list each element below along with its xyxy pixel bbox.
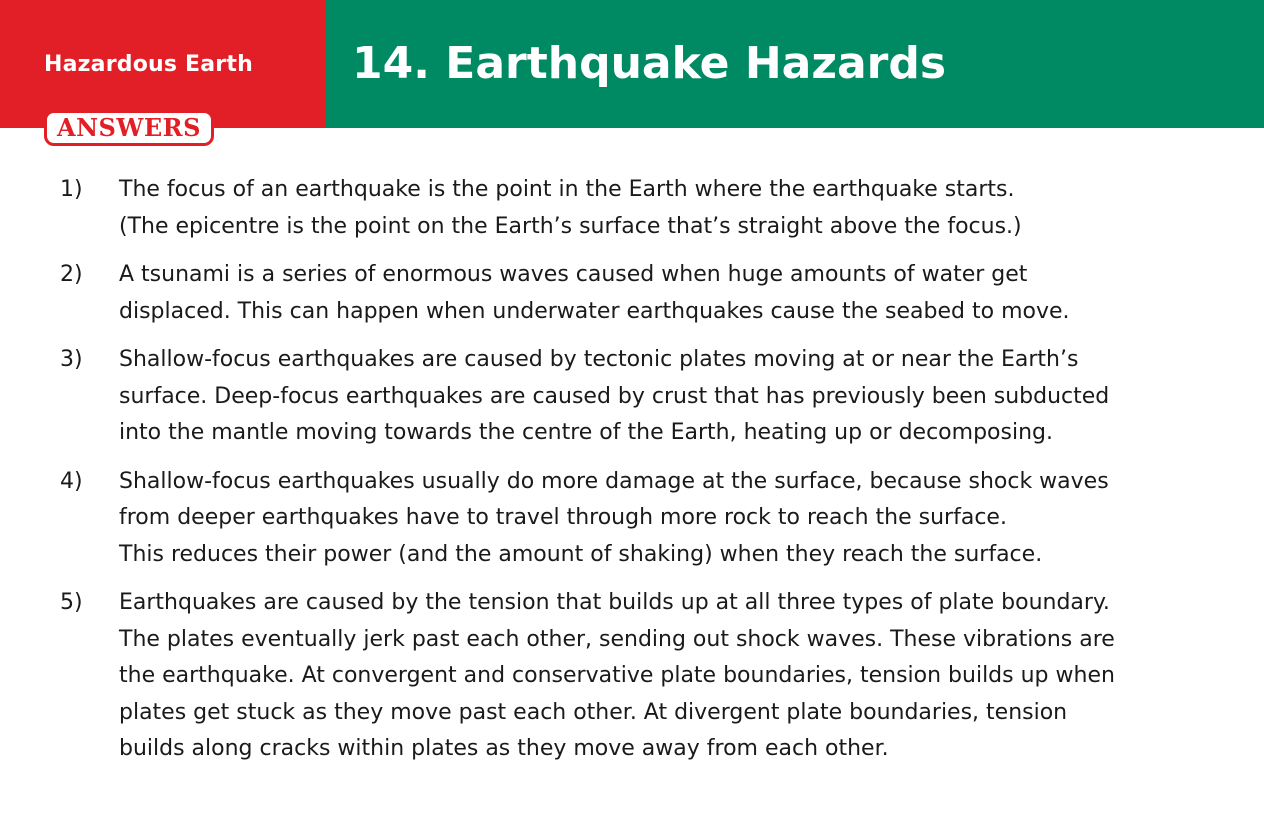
- answer-line: into the mantle moving towards the centre of the Earth, heating up or decomposing.: [119, 420, 1053, 445]
- answer-line: plates get stuck as they move past each other. At divergent plate boundaries, tension: [119, 699, 1068, 725]
- answer-number: 3): [60, 347, 83, 372]
- answer-line: surface. Deep-focus earthquakes are caused by crust that has previously been subducted: [119, 383, 1110, 409]
- answer-line: This reduces their power (and the amount of shaking) when they reach the surface.: [119, 541, 1043, 567]
- answer-line: the earthquake. At convergent and conservative plate boundaries, tension builds up when: [119, 663, 1115, 688]
- answer-line: builds along cracks within plates as they move away from each other.: [119, 736, 889, 761]
- answer-number: 4): [60, 468, 83, 494]
- answer-line: The plates eventually jerk past each other, sending out shock waves. These vibrations are: [119, 626, 1115, 652]
- section-label: Hazardous Earth: [44, 52, 253, 77]
- answer-item: [60, 257, 1240, 330]
- answer-line: The focus of an earthquake is the point in the Earth where the earthquake starts.: [119, 177, 1015, 202]
- answer-line: Shallow-focus earthquakes are caused by tectonic plates moving at or near the Earth’s: [119, 347, 1079, 372]
- answer-item: [60, 585, 1240, 768]
- answer-item: [60, 464, 1240, 574]
- answer-line: Shallow-focus earthquakes usually do more damage at the surface, because shock waves: [119, 468, 1109, 494]
- answer-item: [60, 172, 1240, 245]
- answer-line: displaced. This can happen when underwater earthquakes cause the seabed to move.: [119, 298, 1070, 324]
- answer-number: 1): [60, 177, 83, 202]
- answer-line: A tsunami is a series of enormous waves caused when huge amounts of water get: [119, 262, 1028, 287]
- answer-number: 2): [60, 262, 83, 287]
- answer-number: 5): [60, 590, 83, 615]
- answer-line: (The epicentre is the point on the Earth’s surface that’s straight above the focus.): [119, 213, 1022, 239]
- answer-item: [60, 342, 1240, 452]
- answer-list: [60, 172, 1240, 780]
- answers-badge: ANSWERS: [44, 110, 214, 146]
- answer-line: from deeper earthquakes have to travel through more rock to reach the surface.: [119, 505, 1007, 530]
- answer-line: Earthquakes are caused by the tension that builds up at all three types of plate boundary.: [119, 590, 1110, 615]
- page-title: 14. Earthquake Hazards: [352, 38, 947, 89]
